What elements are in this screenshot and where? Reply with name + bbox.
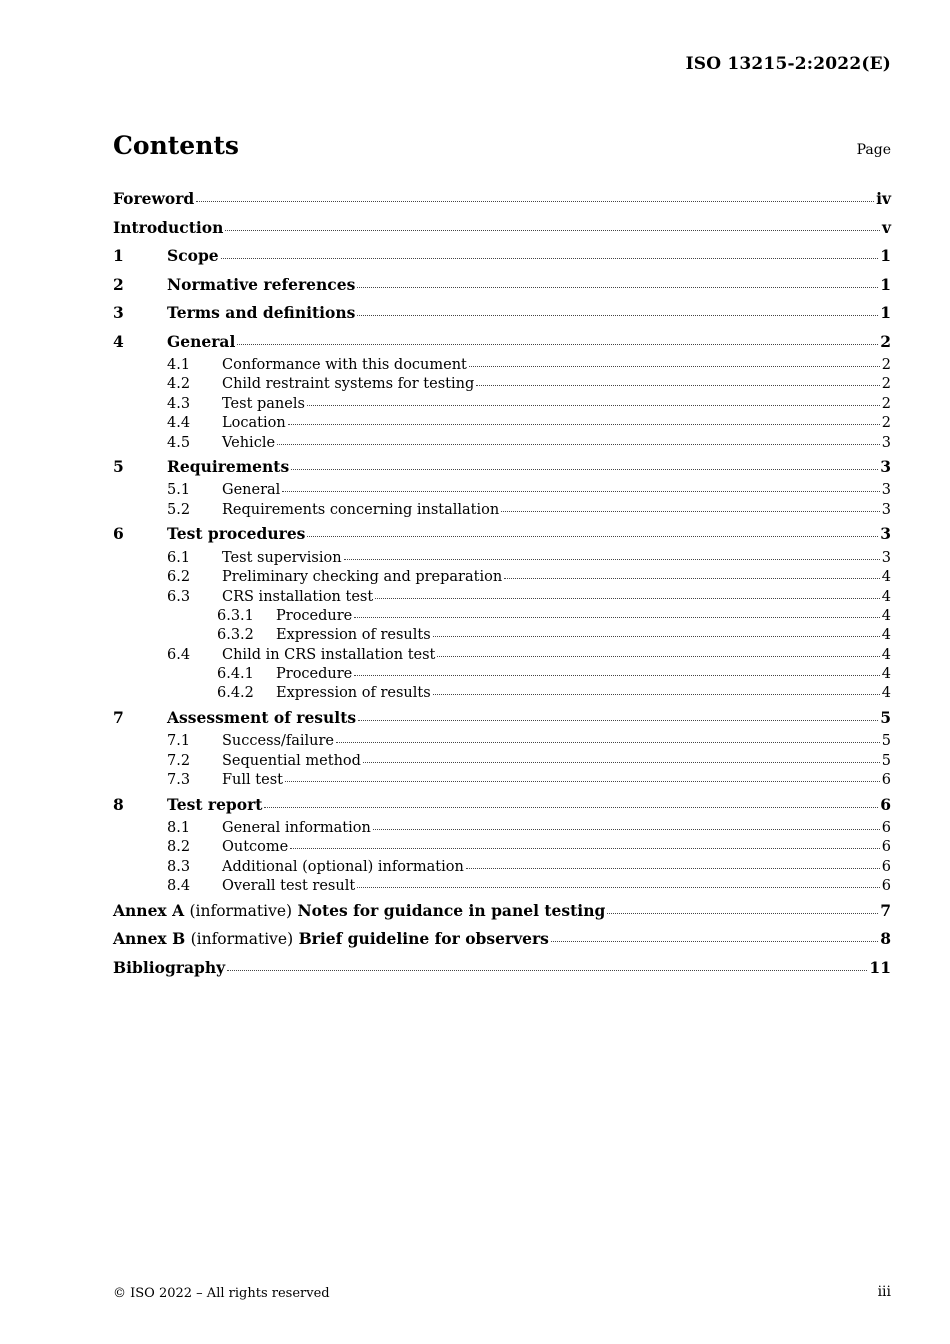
toc-entry-title	[222, 414, 286, 433]
toc-entry-title-text: Introduction	[113, 217, 224, 237]
dot-leader	[373, 828, 880, 830]
toc-entry-title-text: Preliminary checking and preparation	[222, 569, 503, 586]
toc-entry-page: 6	[880, 794, 891, 814]
document-id: ISO 13215-2:2022(E)	[685, 54, 891, 74]
toc-entry-title-text: Bibliography	[113, 957, 226, 977]
toc-entry-number: 6	[113, 524, 124, 544]
toc-entry-number: 7.3	[167, 772, 191, 789]
toc-entry-title-text: Requirements concerning installation	[222, 501, 500, 518]
toc-entry[interactable]	[113, 549, 891, 568]
toc-entry[interactable]	[113, 607, 891, 626]
toc-entry-qualifier: (informative)	[189, 901, 293, 920]
toc-entry-page: 6	[881, 878, 891, 895]
toc-entry-title-text: Scope	[167, 246, 219, 265]
toc-entry-title-text: Full test	[222, 772, 283, 789]
toc-entry-page: v	[881, 217, 891, 237]
dot-leader	[357, 886, 880, 888]
toc-entry-number: 3	[113, 303, 124, 322]
dot-leader	[375, 597, 880, 599]
toc-entry-page: 6	[881, 839, 891, 856]
toc-entry-page: 1	[880, 246, 891, 265]
toc-entry-title-text: Procedure	[276, 666, 353, 683]
toc-entry-page: 4	[881, 685, 891, 702]
toc-entry[interactable]	[113, 626, 891, 645]
toc-entry-title-text: Outcome	[222, 839, 289, 856]
toc-entry-title	[167, 704, 356, 733]
toc-entry-number: 4.5	[167, 434, 191, 451]
toc-entry-number: 6.3	[167, 588, 191, 605]
toc-entry-title	[222, 838, 288, 857]
toc-entry-number: 5.1	[167, 482, 191, 499]
toc-entry-number: 8.4	[167, 878, 191, 895]
page-title: Contents	[113, 131, 240, 160]
toc-entry[interactable]	[113, 925, 891, 954]
toc-entry-qualifier: (informative)	[190, 930, 294, 949]
toc-entry-title	[276, 626, 431, 645]
table-of-contents	[113, 185, 891, 982]
toc-entry-number: 7	[113, 707, 124, 727]
toc-entry-title-text: Foreword	[113, 189, 195, 208]
toc-entry-title	[222, 568, 502, 587]
dot-leader	[363, 761, 880, 763]
toc-entry[interactable]	[113, 356, 891, 375]
toc-entry-number: 6.1	[167, 549, 191, 566]
toc-entry[interactable]	[113, 271, 891, 300]
toc-entry-number: 6.2	[167, 569, 191, 586]
toc-entry-title	[167, 328, 235, 357]
toc-entry[interactable]	[113, 752, 891, 771]
toc-entry-title-text: Requirements	[167, 456, 290, 476]
toc-entry[interactable]	[113, 771, 891, 790]
toc-entry-number: 2	[113, 274, 124, 294]
dot-leader	[344, 558, 880, 560]
toc-entry-title-text: Procedure	[276, 607, 353, 624]
toc-entry[interactable]	[113, 646, 891, 665]
toc-entry-page: 4	[881, 607, 891, 624]
footer-page-number: iii	[877, 1284, 891, 1300]
dot-leader	[469, 365, 880, 367]
toc-entry-title	[222, 588, 373, 607]
dot-leader	[288, 423, 880, 425]
toc-entry-title-text: Normative references	[167, 274, 356, 294]
toc-entry-title	[276, 684, 431, 703]
toc-entry-title-text: Terms and definitions	[167, 303, 356, 322]
dot-leader	[466, 867, 880, 869]
toc-entry-number: 6.3.2	[217, 627, 254, 644]
toc-entry-page: 5	[881, 752, 891, 769]
toc-entry[interactable]	[113, 185, 891, 214]
toc-entry-page: 5	[880, 707, 891, 727]
toc-entry-page: 2	[880, 331, 891, 351]
toc-entry[interactable]	[113, 838, 891, 857]
toc-entry[interactable]	[113, 568, 891, 587]
toc-entry-title	[222, 771, 283, 790]
toc-entry-title	[222, 356, 467, 375]
toc-entry-title-text: Additional (optional) information	[222, 858, 464, 875]
toc-entry-page: 8	[880, 929, 891, 949]
footer-copyright: © ISO 2022 – All rights reserved	[113, 1286, 330, 1301]
toc-entry-page: 4	[881, 646, 891, 663]
toc-entry-title	[222, 434, 275, 453]
toc-entry-number: 4.4	[167, 415, 191, 432]
toc-entry[interactable]	[113, 395, 891, 414]
dot-leader	[285, 780, 880, 782]
toc-entry-page: 3	[880, 456, 891, 476]
toc-entry[interactable]	[113, 732, 891, 751]
dot-leader	[196, 200, 874, 202]
toc-entry-title	[167, 520, 305, 549]
toc-entry-number: 6.4.2	[217, 685, 254, 702]
dot-leader	[433, 693, 880, 695]
toc-entry[interactable]	[113, 791, 891, 820]
toc-entry-title-text: Test supervision	[222, 549, 342, 566]
toc-entry-page: 4	[881, 666, 891, 683]
toc-entry-page: 3	[881, 549, 891, 566]
dot-leader	[476, 384, 880, 386]
toc-entry-number: 1	[113, 246, 124, 265]
toc-entry-title	[222, 752, 361, 771]
toc-entry-title	[167, 299, 355, 328]
toc-entry[interactable]	[113, 954, 891, 983]
toc-entry-page: 6	[881, 772, 891, 789]
dot-leader	[264, 806, 878, 808]
toc-entry-page: 1	[880, 303, 891, 322]
toc-entry-page: 3	[880, 524, 891, 544]
toc-entry-title	[113, 214, 223, 243]
toc-entry-page: 4	[881, 627, 891, 644]
toc-entry-title-text: Vehicle	[222, 434, 276, 451]
toc-entry-page: 1	[880, 274, 891, 294]
dot-leader	[357, 314, 878, 316]
toc-entry-number: 4.3	[167, 395, 191, 412]
toc-entry-title	[113, 925, 549, 954]
toc-entry-page: 6	[881, 820, 891, 837]
toc-entry-number: 8.1	[167, 820, 191, 837]
toc-entry-title-text: Location	[222, 415, 286, 432]
toc-entry-title	[222, 732, 334, 751]
toc-entry[interactable]	[113, 501, 891, 520]
toc-entry-number: 8.3	[167, 858, 191, 875]
dot-leader	[237, 343, 878, 345]
dot-leader	[307, 404, 880, 406]
toc-entry-title	[276, 665, 352, 684]
toc-entry[interactable]	[113, 588, 891, 607]
toc-entry-number: 7.2	[167, 752, 191, 769]
toc-entry-title	[276, 607, 352, 626]
dot-leader	[221, 257, 879, 259]
dot-leader	[437, 655, 879, 657]
toc-entry-page: 11	[869, 957, 891, 977]
toc-entry-number: 8.2	[167, 839, 191, 856]
toc-entry[interactable]	[113, 684, 891, 703]
toc-entry-title-text: Test report	[167, 794, 263, 814]
toc-entry[interactable]	[113, 665, 891, 684]
dot-leader	[227, 969, 867, 971]
toc-entry-title-text: Expression of results	[276, 627, 431, 644]
toc-entry-subtitle: Notes for guidance in panel testing	[297, 900, 606, 920]
toc-entry[interactable]	[113, 299, 891, 328]
dot-leader	[307, 535, 878, 537]
dot-leader	[354, 674, 880, 676]
toc-entry-number: 8	[113, 794, 124, 814]
toc-entry-title	[167, 453, 289, 482]
toc-entry-number: 6.4.1	[217, 666, 254, 683]
toc-entry-title-text: General	[167, 331, 236, 351]
toc-entry-number: 4.1	[167, 357, 191, 373]
toc-entry[interactable]	[113, 520, 891, 549]
toc-entry[interactable]	[113, 328, 891, 357]
toc-entry-page: 4	[881, 569, 891, 586]
toc-entry-title-text: Success/failure	[222, 733, 334, 750]
dot-leader	[551, 940, 878, 942]
toc-entry-number: 7.1	[167, 733, 191, 750]
toc-entry-title	[222, 646, 435, 665]
toc-entry-title	[167, 242, 219, 271]
dot-leader	[433, 635, 880, 637]
dot-leader	[501, 510, 880, 512]
toc-entry-title-text: General information	[222, 820, 371, 837]
toc-entry-number: 6.3.1	[217, 607, 254, 624]
toc-entry-page: 2	[881, 415, 891, 432]
toc-entry[interactable]	[113, 414, 891, 433]
toc-entry[interactable]	[113, 242, 891, 271]
toc-entry-title	[222, 877, 355, 896]
dot-leader	[290, 847, 880, 849]
toc-entry-subtitle: Brief guideline for observers	[298, 929, 549, 949]
toc-entry-number: 4.2	[167, 376, 191, 393]
toc-entry-title-text: Test procedures	[167, 524, 306, 544]
toc-entry[interactable]	[113, 453, 891, 482]
toc-entry-title	[222, 501, 499, 520]
dot-leader	[357, 286, 878, 288]
dot-leader	[282, 490, 879, 492]
toc-entry-page: iv	[876, 189, 891, 208]
toc-entry[interactable]	[113, 877, 891, 896]
toc-entry-title-text: Overall test result	[222, 878, 356, 895]
toc-entry-page: 3	[881, 434, 891, 451]
page-column-label: Page	[856, 142, 891, 158]
toc-entry-page: 3	[881, 482, 891, 499]
toc-entry-title-text: Assessment of results	[167, 707, 357, 727]
toc-entry-title-text: Sequential method	[222, 752, 361, 769]
toc-entry-title-text: Conformance with this document	[222, 357, 467, 373]
dot-leader	[277, 443, 880, 445]
toc-entry-page: 2	[881, 395, 891, 412]
toc-entry[interactable]	[113, 819, 891, 838]
toc-entry-title	[222, 819, 371, 838]
toc-entry-page: 5	[881, 733, 891, 750]
toc-entry[interactable]	[113, 858, 891, 877]
toc-entry-title	[167, 791, 262, 820]
toc-entry-title	[113, 897, 605, 926]
toc-entry[interactable]	[113, 434, 891, 453]
toc-entry-title	[167, 271, 355, 300]
toc-entry[interactable]	[113, 704, 891, 733]
toc-entry-title-text: Annex B	[113, 929, 186, 949]
dot-leader	[504, 577, 880, 579]
toc-entry-number: 6.4	[167, 646, 191, 663]
toc-entry-title-text: Annex A	[113, 900, 185, 920]
dot-leader	[336, 741, 880, 743]
toc-entry[interactable]	[113, 481, 891, 500]
toc-entry-page: 3	[881, 501, 891, 518]
toc-entry-title	[113, 185, 194, 214]
toc-entry-title-text: Expression of results	[276, 685, 431, 702]
toc-entry-page: 4	[881, 588, 891, 605]
toc-entry-page: 6	[881, 858, 891, 875]
toc-entry-title	[222, 858, 464, 877]
toc-entry[interactable]	[113, 214, 891, 243]
dot-leader	[358, 719, 878, 721]
toc-entry[interactable]	[113, 375, 891, 394]
toc-entry-number: 5	[113, 456, 124, 476]
toc-entry-title	[222, 395, 305, 414]
toc-entry-title	[113, 954, 225, 983]
toc-entry-number: 5.2	[167, 501, 191, 518]
toc-entry-title-text: CRS installation test	[222, 588, 374, 605]
toc-entry-title-text: Child in CRS installation test	[222, 646, 436, 663]
toc-entry-page: 7	[880, 900, 891, 920]
toc-entry-number: 4	[113, 331, 124, 351]
dot-leader	[225, 229, 880, 231]
toc-entry-title-text: Child restraint systems for testing	[222, 376, 475, 393]
toc-entry-page: 2	[881, 357, 891, 373]
toc-entry-title	[222, 375, 474, 394]
toc-entry-title	[222, 481, 280, 500]
dot-leader	[354, 616, 880, 618]
toc-entry-title-text: Test panels	[222, 395, 305, 412]
dot-leader	[291, 468, 878, 470]
toc-entry-title-text: General	[222, 482, 281, 499]
toc-entry-title	[222, 549, 342, 568]
toc-entry[interactable]	[113, 897, 891, 926]
toc-entry-page: 2	[881, 376, 891, 393]
dot-leader	[607, 912, 878, 914]
